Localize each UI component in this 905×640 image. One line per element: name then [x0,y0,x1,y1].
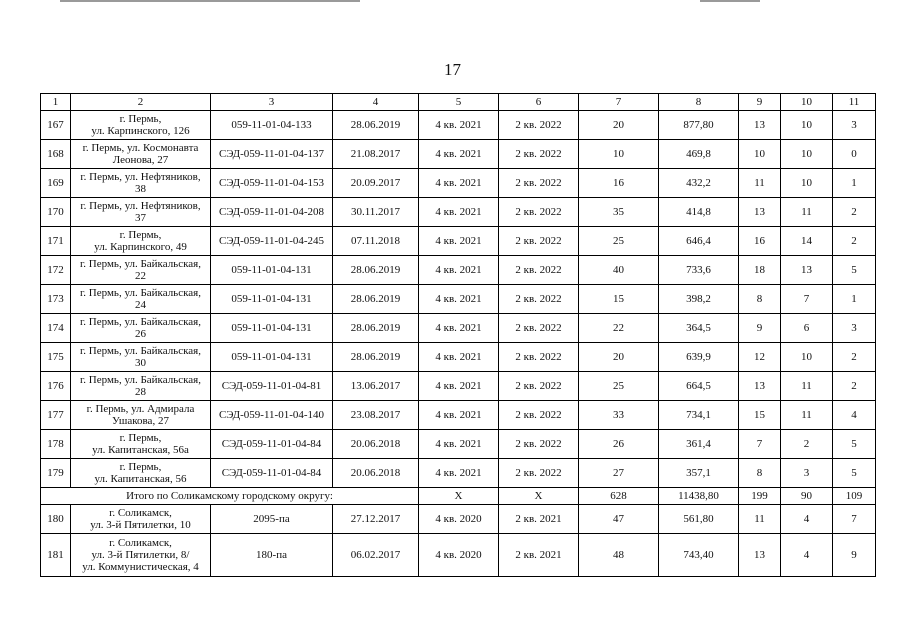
row-number: 179 [41,459,71,488]
address: г. Пермь, ул. Байкальская, 28 [71,372,211,401]
col9-value: 13 [739,534,781,577]
col7-value: 25 [579,227,659,256]
column-number-8: 8 [659,94,739,111]
col8-value: 877,80 [659,111,739,140]
table-row [41,285,876,314]
address: г. Соликамск, ул. 3-й Пятилетки, 8/ ул. Коммунистическая, 4 [71,534,211,577]
column-number-6: 6 [499,94,579,111]
top-rule-left [60,0,360,2]
col7-value: 10 [579,140,659,169]
start-quarter: 4 кв. 2020 [419,534,499,577]
col10-value: 6 [781,314,833,343]
document-date: 28.06.2019 [333,256,419,285]
page-number: 17 [444,60,461,79]
col7-value: 35 [579,198,659,227]
col8-value: 364,5 [659,314,739,343]
col10-value: 4 [781,534,833,577]
col8-value: 664,5 [659,372,739,401]
start-quarter: 4 кв. 2021 [419,401,499,430]
col7-value: 48 [579,534,659,577]
table-row [41,198,876,227]
col10-value: 10 [781,111,833,140]
end-quarter: 2 кв. 2022 [499,169,579,198]
col7-value: 26 [579,430,659,459]
col9-value: 9 [739,314,781,343]
col8-value: 639,9 [659,343,739,372]
col9-value: 18 [739,256,781,285]
row-number: 173 [41,285,71,314]
table-row [41,227,876,256]
col7-value: 15 [579,285,659,314]
row-number: 168 [41,140,71,169]
total-c7: 628 [579,488,659,505]
address: г. Пермь, ул. Адмирала Ушакова, 27 [71,401,211,430]
col7-value: 20 [579,111,659,140]
table-row [41,534,876,577]
document-number: 2095-па [211,505,333,534]
end-quarter: 2 кв. 2022 [499,343,579,372]
table-row [41,111,876,140]
address: г. Пермь, ул. Байкальская, 30 [71,343,211,372]
start-quarter: 4 кв. 2021 [419,111,499,140]
address: г. Пермь, ул. Карпинского, 126 [71,111,211,140]
row-number: 177 [41,401,71,430]
row-number: 180 [41,505,71,534]
row-number: 174 [41,314,71,343]
end-quarter: 2 кв. 2022 [499,401,579,430]
row-number: 172 [41,256,71,285]
col11-value: 7 [833,505,876,534]
col11-value: 4 [833,401,876,430]
col9-value: 15 [739,401,781,430]
start-quarter: 4 кв. 2021 [419,459,499,488]
total-c5: Х [419,488,499,505]
total-c8: 11438,80 [659,488,739,505]
col9-value: 10 [739,140,781,169]
col11-value: 0 [833,140,876,169]
total-c9: 199 [739,488,781,505]
address: г. Пермь, ул. Нефтяников, 38 [71,169,211,198]
document-number: СЭД-059-11-01-04-245 [211,227,333,256]
column-number-3: 3 [211,94,333,111]
col10-value: 13 [781,256,833,285]
col7-value: 40 [579,256,659,285]
start-quarter: 4 кв. 2021 [419,140,499,169]
column-number-row [41,94,876,111]
address: г. Пермь, ул. Капитанская, 56а [71,430,211,459]
col10-value: 4 [781,505,833,534]
document-date: 07.11.2018 [333,227,419,256]
document-number: 059-11-01-04-133 [211,111,333,140]
document-date: 28.06.2019 [333,285,419,314]
col11-value: 5 [833,256,876,285]
row-number: 181 [41,534,71,577]
address: г. Соликамск, ул. 3-й Пятилетки, 10 [71,505,211,534]
row-number: 171 [41,227,71,256]
col9-value: 12 [739,343,781,372]
col11-value: 2 [833,227,876,256]
col7-value: 16 [579,169,659,198]
col11-value: 9 [833,534,876,577]
start-quarter: 4 кв. 2020 [419,505,499,534]
col9-value: 16 [739,227,781,256]
document-date: 20.06.2018 [333,430,419,459]
row-number: 178 [41,430,71,459]
start-quarter: 4 кв. 2021 [419,256,499,285]
address: г. Пермь, ул. Нефтяников, 37 [71,198,211,227]
col9-value: 8 [739,459,781,488]
document-number: СЭД-059-11-01-04-81 [211,372,333,401]
document-number: СЭД-059-11-01-04-140 [211,401,333,430]
document-number: СЭД-059-11-01-04-84 [211,430,333,459]
end-quarter: 2 кв. 2022 [499,314,579,343]
col10-value: 10 [781,169,833,198]
col10-value: 7 [781,285,833,314]
col11-value: 3 [833,314,876,343]
address: г. Пермь, ул. Байкальская, 24 [71,285,211,314]
end-quarter: 2 кв. 2022 [499,111,579,140]
document-number: 180-па [211,534,333,577]
document-number: СЭД-059-11-01-04-208 [211,198,333,227]
start-quarter: 4 кв. 2021 [419,169,499,198]
document-number: 059-11-01-04-131 [211,314,333,343]
end-quarter: 2 кв. 2022 [499,372,579,401]
column-number-1: 1 [41,94,71,111]
col11-value: 2 [833,343,876,372]
document-number: СЭД-059-11-01-04-153 [211,169,333,198]
end-quarter: 2 кв. 2022 [499,227,579,256]
document-date: 28.06.2019 [333,314,419,343]
col10-value: 14 [781,227,833,256]
start-quarter: 4 кв. 2021 [419,372,499,401]
table-row [41,430,876,459]
table-row [41,169,876,198]
column-number-5: 5 [419,94,499,111]
table-row [41,372,876,401]
end-quarter: 2 кв. 2022 [499,256,579,285]
row-number: 167 [41,111,71,140]
end-quarter: 2 кв. 2022 [499,285,579,314]
col10-value: 10 [781,140,833,169]
col8-value: 469,8 [659,140,739,169]
col10-value: 10 [781,343,833,372]
address: г. Пермь, ул. Байкальская, 22 [71,256,211,285]
col7-value: 33 [579,401,659,430]
column-number-2: 2 [71,94,211,111]
document-number: СЭД-059-11-01-04-84 [211,459,333,488]
document-number: 059-11-01-04-131 [211,256,333,285]
document-date: 20.06.2018 [333,459,419,488]
table-row [41,401,876,430]
col7-value: 27 [579,459,659,488]
document-number: 059-11-01-04-131 [211,343,333,372]
start-quarter: 4 кв. 2021 [419,314,499,343]
column-number-10: 10 [781,94,833,111]
start-quarter: 4 кв. 2021 [419,227,499,256]
col7-value: 25 [579,372,659,401]
document-date: 06.02.2017 [333,534,419,577]
column-number-4: 4 [333,94,419,111]
register-table [40,93,876,577]
col11-value: 2 [833,372,876,401]
document-date: 30.11.2017 [333,198,419,227]
col7-value: 47 [579,505,659,534]
end-quarter: 2 кв. 2021 [499,505,579,534]
start-quarter: 4 кв. 2021 [419,430,499,459]
row-number: 176 [41,372,71,401]
document-date: 28.06.2019 [333,111,419,140]
col7-value: 22 [579,314,659,343]
total-row [41,488,876,505]
total-label: Итого по Соликамскому городскому округу: [41,488,419,505]
table-row [41,459,876,488]
col10-value: 11 [781,401,833,430]
col8-value: 733,6 [659,256,739,285]
top-rule-right [700,0,760,2]
col9-value: 13 [739,111,781,140]
document-number: 059-11-01-04-131 [211,285,333,314]
table-row [41,140,876,169]
document-date: 27.12.2017 [333,505,419,534]
document-date: 23.08.2017 [333,401,419,430]
col11-value: 5 [833,459,876,488]
col7-value: 20 [579,343,659,372]
document-date: 21.08.2017 [333,140,419,169]
end-quarter: 2 кв. 2022 [499,198,579,227]
address: г. Пермь, ул. Байкальская, 26 [71,314,211,343]
address: г. Пермь, ул. Карпинского, 49 [71,227,211,256]
table-row [41,505,876,534]
col9-value: 13 [739,198,781,227]
column-number-9: 9 [739,94,781,111]
row-number: 169 [41,169,71,198]
row-number: 175 [41,343,71,372]
col8-value: 414,8 [659,198,739,227]
document-date: 13.06.2017 [333,372,419,401]
col10-value: 3 [781,459,833,488]
total-c6: Х [499,488,579,505]
table-row [41,343,876,372]
address: г. Пермь, ул. Капитанская, 56 [71,459,211,488]
col10-value: 11 [781,198,833,227]
table-row [41,256,876,285]
col9-value: 7 [739,430,781,459]
column-number-7: 7 [579,94,659,111]
col9-value: 8 [739,285,781,314]
col11-value: 3 [833,111,876,140]
col8-value: 561,80 [659,505,739,534]
end-quarter: 2 кв. 2022 [499,140,579,169]
column-number-11: 11 [833,94,876,111]
col10-value: 11 [781,372,833,401]
document-number: СЭД-059-11-01-04-137 [211,140,333,169]
start-quarter: 4 кв. 2021 [419,343,499,372]
end-quarter: 2 кв. 2021 [499,534,579,577]
col11-value: 5 [833,430,876,459]
document-date: 20.09.2017 [333,169,419,198]
col8-value: 361,4 [659,430,739,459]
address: г. Пермь, ул. Космонавта Леонова, 27 [71,140,211,169]
col9-value: 11 [739,169,781,198]
row-number: 170 [41,198,71,227]
col9-value: 11 [739,505,781,534]
col8-value: 646,4 [659,227,739,256]
start-quarter: 4 кв. 2021 [419,285,499,314]
col9-value: 13 [739,372,781,401]
total-c10: 90 [781,488,833,505]
col8-value: 398,2 [659,285,739,314]
end-quarter: 2 кв. 2022 [499,430,579,459]
col8-value: 432,2 [659,169,739,198]
end-quarter: 2 кв. 2022 [499,459,579,488]
start-quarter: 4 кв. 2021 [419,198,499,227]
col11-value: 1 [833,169,876,198]
col11-value: 1 [833,285,876,314]
col10-value: 2 [781,430,833,459]
col11-value: 2 [833,198,876,227]
document-date: 28.06.2019 [333,343,419,372]
col8-value: 734,1 [659,401,739,430]
total-c11: 109 [833,488,876,505]
table-row [41,314,876,343]
col8-value: 357,1 [659,459,739,488]
col8-value: 743,40 [659,534,739,577]
